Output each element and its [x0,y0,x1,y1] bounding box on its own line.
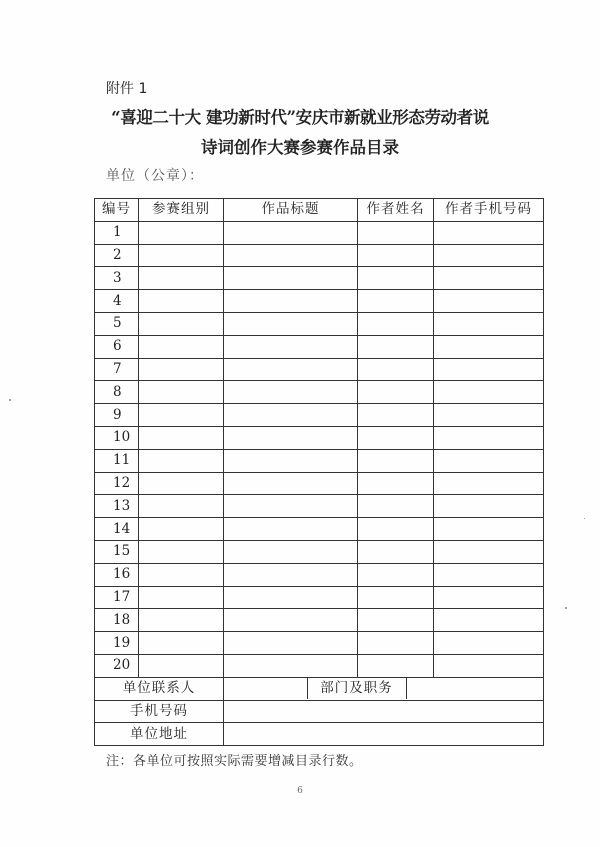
entry-list-table [94,198,544,746]
title-cell[interactable] [224,267,358,290]
author-phone-cell[interactable] [434,381,544,404]
title-cell[interactable] [224,472,358,495]
author-phone-cell[interactable] [434,563,544,586]
column-header-number: 编号 [95,199,139,222]
group-cell[interactable] [139,495,224,518]
author-phone-cell[interactable] [434,312,544,335]
author-name-cell[interactable] [358,495,434,518]
title-cell[interactable] [224,381,358,404]
title-cell[interactable] [224,358,358,381]
author-name-cell[interactable] [358,358,434,381]
row-number: 8 [95,381,139,404]
author-phone-cell[interactable] [434,244,544,267]
author-name-cell[interactable] [358,609,434,632]
group-cell[interactable] [139,267,224,290]
author-name-cell[interactable] [358,586,434,609]
table-row [95,244,544,267]
column-header-title: 作品标题 [224,199,358,222]
author-phone-cell[interactable] [434,267,544,290]
group-cell[interactable] [139,632,224,655]
group-cell[interactable] [139,335,224,358]
title-cell[interactable] [224,449,358,472]
title-cell[interactable] [224,540,358,563]
table-row [95,335,544,358]
author-phone-cell[interactable] [434,609,544,632]
row-number: 19 [95,632,139,655]
row-number: 17 [95,586,139,609]
group-cell[interactable] [139,381,224,404]
row-number: 4 [95,290,139,313]
address-row [95,723,544,746]
author-phone-cell[interactable] [434,290,544,313]
scan-speck [584,518,585,519]
author-name-cell[interactable] [358,267,434,290]
author-name-cell[interactable] [358,654,434,677]
author-phone-cell[interactable] [434,472,544,495]
department-position-label: 部门及职务 [307,678,407,699]
author-phone-cell[interactable] [434,404,544,427]
attachment-label: 附件 1 [106,81,148,97]
column-header-author-name: 作者姓名 [358,199,434,222]
title-cell[interactable] [224,221,358,244]
author-phone-cell[interactable] [434,586,544,609]
title-cell[interactable] [224,290,358,313]
author-name-cell[interactable] [358,312,434,335]
table-row [95,312,544,335]
table-row [95,586,544,609]
table-row [95,632,544,655]
author-name-cell[interactable] [358,518,434,541]
group-cell[interactable] [139,563,224,586]
title-cell[interactable] [224,563,358,586]
row-number: 2 [95,244,139,267]
phone-row [95,700,544,723]
title-cell[interactable] [224,426,358,449]
author-name-cell[interactable] [358,335,434,358]
row-number: 11 [95,449,139,472]
table-header-row [95,199,544,222]
phone-cell[interactable] [224,700,544,723]
row-number: 3 [95,267,139,290]
row-number: 20 [95,654,139,677]
page-number: 6 [297,786,303,796]
group-cell[interactable] [139,449,224,472]
department-position-cell[interactable] [407,678,544,699]
group-cell[interactable] [139,358,224,381]
row-number: 15 [95,540,139,563]
row-number: 18 [95,609,139,632]
column-header-author-phone: 作者手机号码 [434,199,544,222]
row-number: 14 [95,518,139,541]
document-title-line-2: 诗词创作大赛参赛作品目录 [201,138,399,157]
title-cell[interactable] [224,632,358,655]
author-phone-cell[interactable] [434,495,544,518]
author-name-cell[interactable] [358,381,434,404]
author-name-cell[interactable] [358,290,434,313]
group-cell[interactable] [139,221,224,244]
author-name-cell[interactable] [358,632,434,655]
group-cell[interactable] [139,609,224,632]
table-row [95,495,544,518]
author-name-cell[interactable] [358,472,434,495]
table-row [95,267,544,290]
table-row [95,358,544,381]
table-row [95,290,544,313]
footnote: 注：各单位可按照实际需要增减目录行数。 [106,754,363,769]
title-cell[interactable] [224,404,358,427]
table-row [95,518,544,541]
row-number: 6 [95,335,139,358]
title-cell[interactable] [224,495,358,518]
author-phone-cell[interactable] [434,426,544,449]
author-phone-cell[interactable] [434,221,544,244]
group-cell[interactable] [139,540,224,563]
row-number: 10 [95,426,139,449]
author-name-cell[interactable] [358,221,434,244]
author-phone-cell[interactable] [434,335,544,358]
row-number: 12 [95,472,139,495]
title-cell[interactable] [224,654,358,677]
column-header-group: 参赛组别 [139,199,224,222]
author-phone-cell[interactable] [434,654,544,677]
author-name-cell[interactable] [358,563,434,586]
author-name-cell[interactable] [358,244,434,267]
table-row [95,563,544,586]
group-cell[interactable] [139,472,224,495]
address-label: 单位地址 [95,723,224,746]
dept-group-cell [320,677,544,700]
phone-label: 手机号码 [95,700,224,723]
table-row [95,426,544,449]
group-cell[interactable] [139,404,224,427]
author-name-cell[interactable] [358,404,434,427]
contact-person-label: 单位联系人 [95,677,224,700]
author-name-cell[interactable] [358,540,434,563]
title-cell[interactable] [224,335,358,358]
author-name-cell[interactable] [358,426,434,449]
table-row [95,654,544,677]
row-number: 16 [95,563,139,586]
table-row [95,609,544,632]
scan-speck [565,607,567,609]
group-cell[interactable] [139,586,224,609]
group-cell[interactable] [139,654,224,677]
author-phone-cell[interactable] [434,518,544,541]
author-phone-cell[interactable] [434,540,544,563]
table-row [95,221,544,244]
title-cell[interactable] [224,609,358,632]
table-row [95,472,544,495]
group-cell[interactable] [139,290,224,313]
group-cell[interactable] [139,244,224,267]
row-number: 13 [95,495,139,518]
address-cell[interactable] [224,723,544,746]
document-title-line-1: “喜迎二十大 建功新时代”安庆市新就业形态劳动者说 [111,108,489,127]
table-row [95,540,544,563]
row-number: 7 [95,358,139,381]
title-cell[interactable] [224,244,358,267]
table-row [95,449,544,472]
table-row [95,404,544,427]
author-name-cell[interactable] [358,449,434,472]
row-number: 5 [95,312,139,335]
group-cell[interactable] [139,518,224,541]
scan-speck [9,399,11,401]
row-number: 1 [95,221,139,244]
author-phone-cell[interactable] [434,449,544,472]
title-cell[interactable] [224,312,358,335]
title-cell[interactable] [224,586,358,609]
author-phone-cell[interactable] [434,358,544,381]
group-cell[interactable] [139,426,224,449]
contact-row [95,677,544,700]
group-cell[interactable] [139,312,224,335]
author-phone-cell[interactable] [434,632,544,655]
table-row [95,381,544,404]
unit-seal-label: 单位（公章）： [106,168,204,184]
row-number: 9 [95,404,139,427]
title-cell[interactable] [224,518,358,541]
